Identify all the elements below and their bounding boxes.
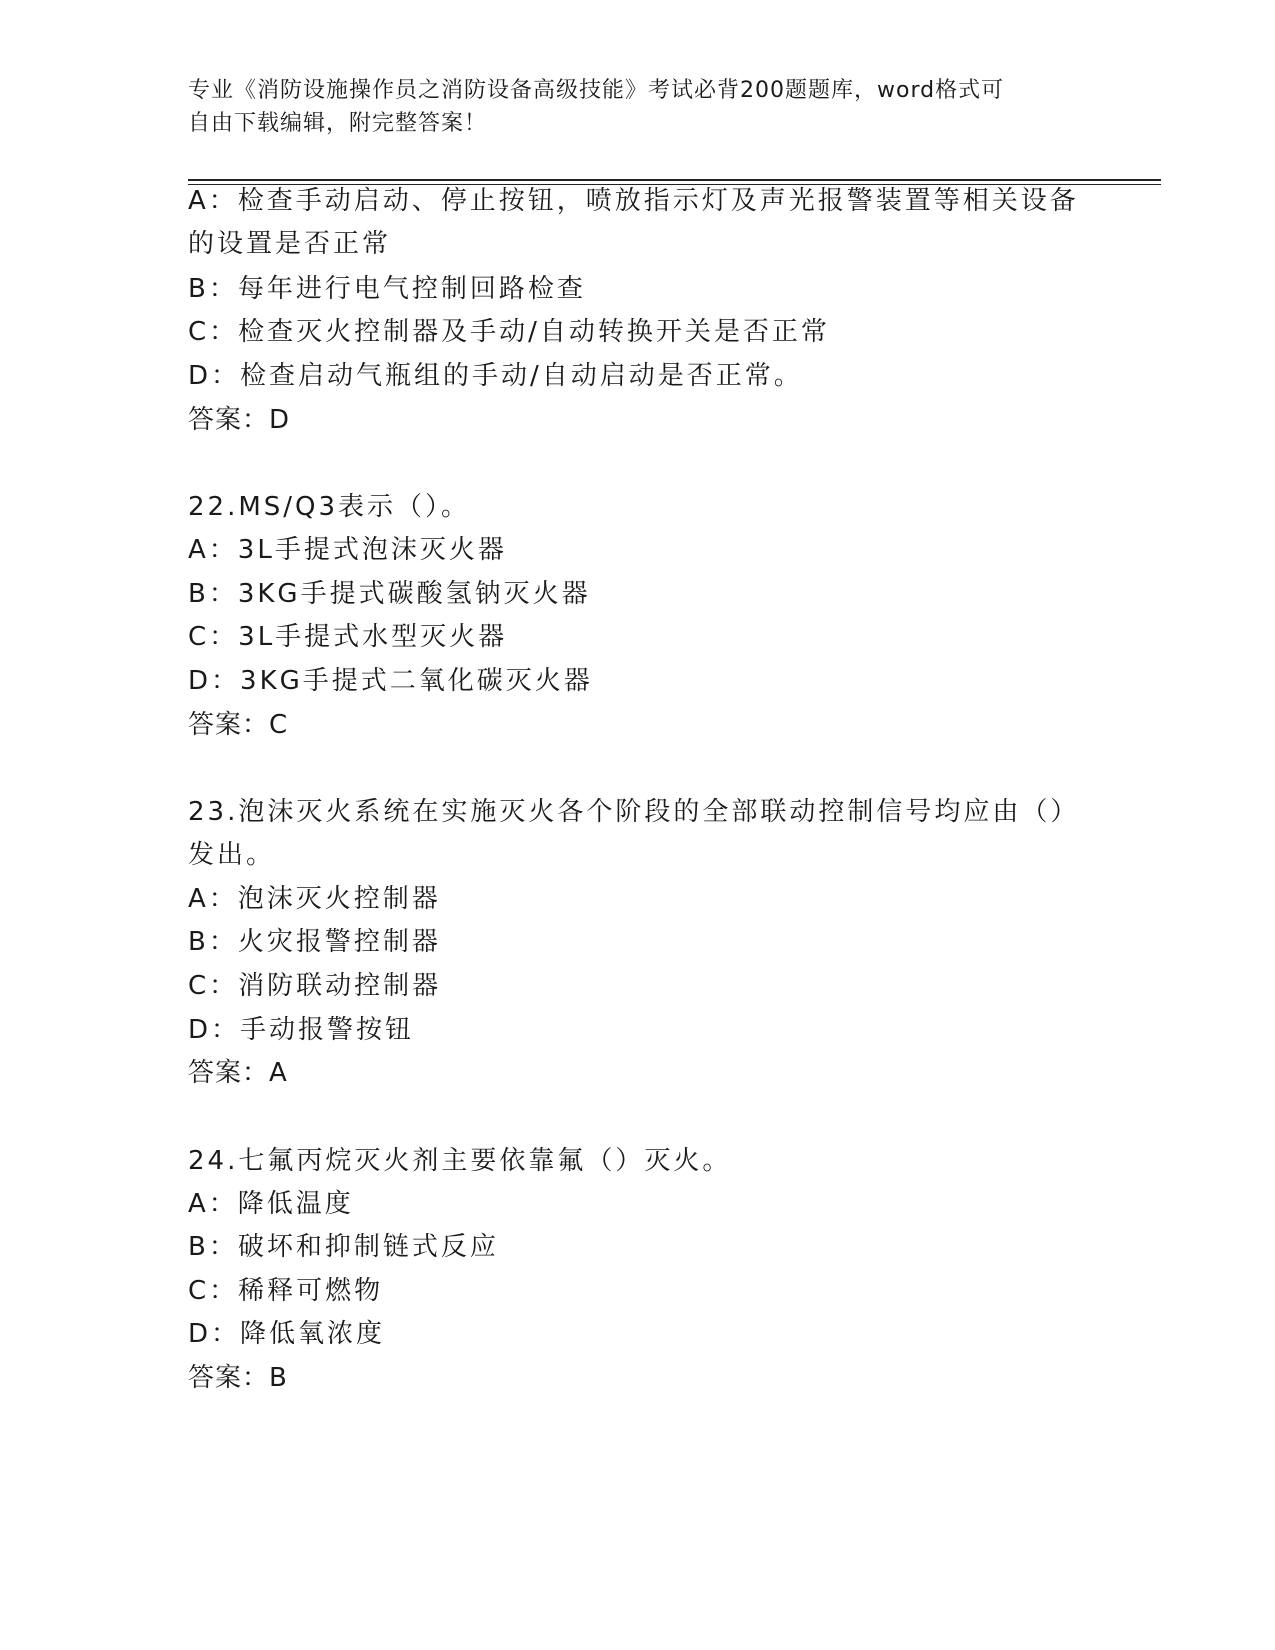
q22-stem: 22.MS/Q3表示（）。 (188, 492, 471, 522)
q21-answer: 答案：D (188, 405, 291, 435)
header-title-line-2: 自由下载编辑，附完整答案！ (188, 111, 488, 136)
q24-option-b: B：破坏和抑制链式反应 (188, 1232, 499, 1262)
q21-option-d: D：检查启动气瓶组的手动/自动启动是否正常。 (188, 361, 803, 391)
q22-option-c: C：3L手提式水型灭火器 (188, 622, 508, 652)
q23-answer: 答案：A (188, 1058, 288, 1088)
q21-option-a-line-2: 的设置是否正常 (188, 229, 392, 259)
q21-option-c: C：检查灭火控制器及手动/自动转换开关是否正常 (188, 317, 830, 347)
q22-option-d: D：3KG手提式二氧化碳灭火器 (188, 666, 593, 696)
q24-answer: 答案：B (188, 1363, 288, 1393)
q24-option-c: C：稀释可燃物 (188, 1276, 384, 1306)
q21-option-b: B：每年进行电气控制回路检查 (188, 274, 586, 304)
q23-stem-line-2: 发出。 (188, 840, 276, 870)
q22-answer: 答案：C (188, 710, 289, 740)
q23-stem-line-1: 23.泡沫灭火系统在实施灭火各个阶段的全部联动控制信号均应由（） (188, 797, 1080, 827)
q23-option-a: A：泡沫灭火控制器 (188, 884, 441, 914)
q24-stem: 24.七氟丙烷灭火剂主要依靠氟（）灭火。 (188, 1146, 732, 1176)
q24-option-d: D：降低氧浓度 (188, 1319, 386, 1349)
header-divider-thick (188, 179, 1161, 181)
q23-option-d: D：手动报警按钮 (188, 1015, 415, 1045)
q24-option-a: A：降低温度 (188, 1189, 354, 1219)
header-title-line-1: 专业《消防设施操作员之消防设备高级技能》考试必背200题题库，word格式可 (188, 78, 1005, 103)
q22-option-a: A：3L手提式泡沫灭火器 (188, 535, 507, 565)
q23-option-b: B：火灾报警控制器 (188, 927, 441, 957)
q21-option-a-line-1: A：检查手动启动、停止按钮，喷放指示灯及声光报警装置等相关设备 (188, 186, 1079, 216)
q22-option-b: B：3KG手提式碳酸氢钠灭火器 (188, 579, 591, 609)
q23-option-c: C：消防联动控制器 (188, 971, 442, 1001)
